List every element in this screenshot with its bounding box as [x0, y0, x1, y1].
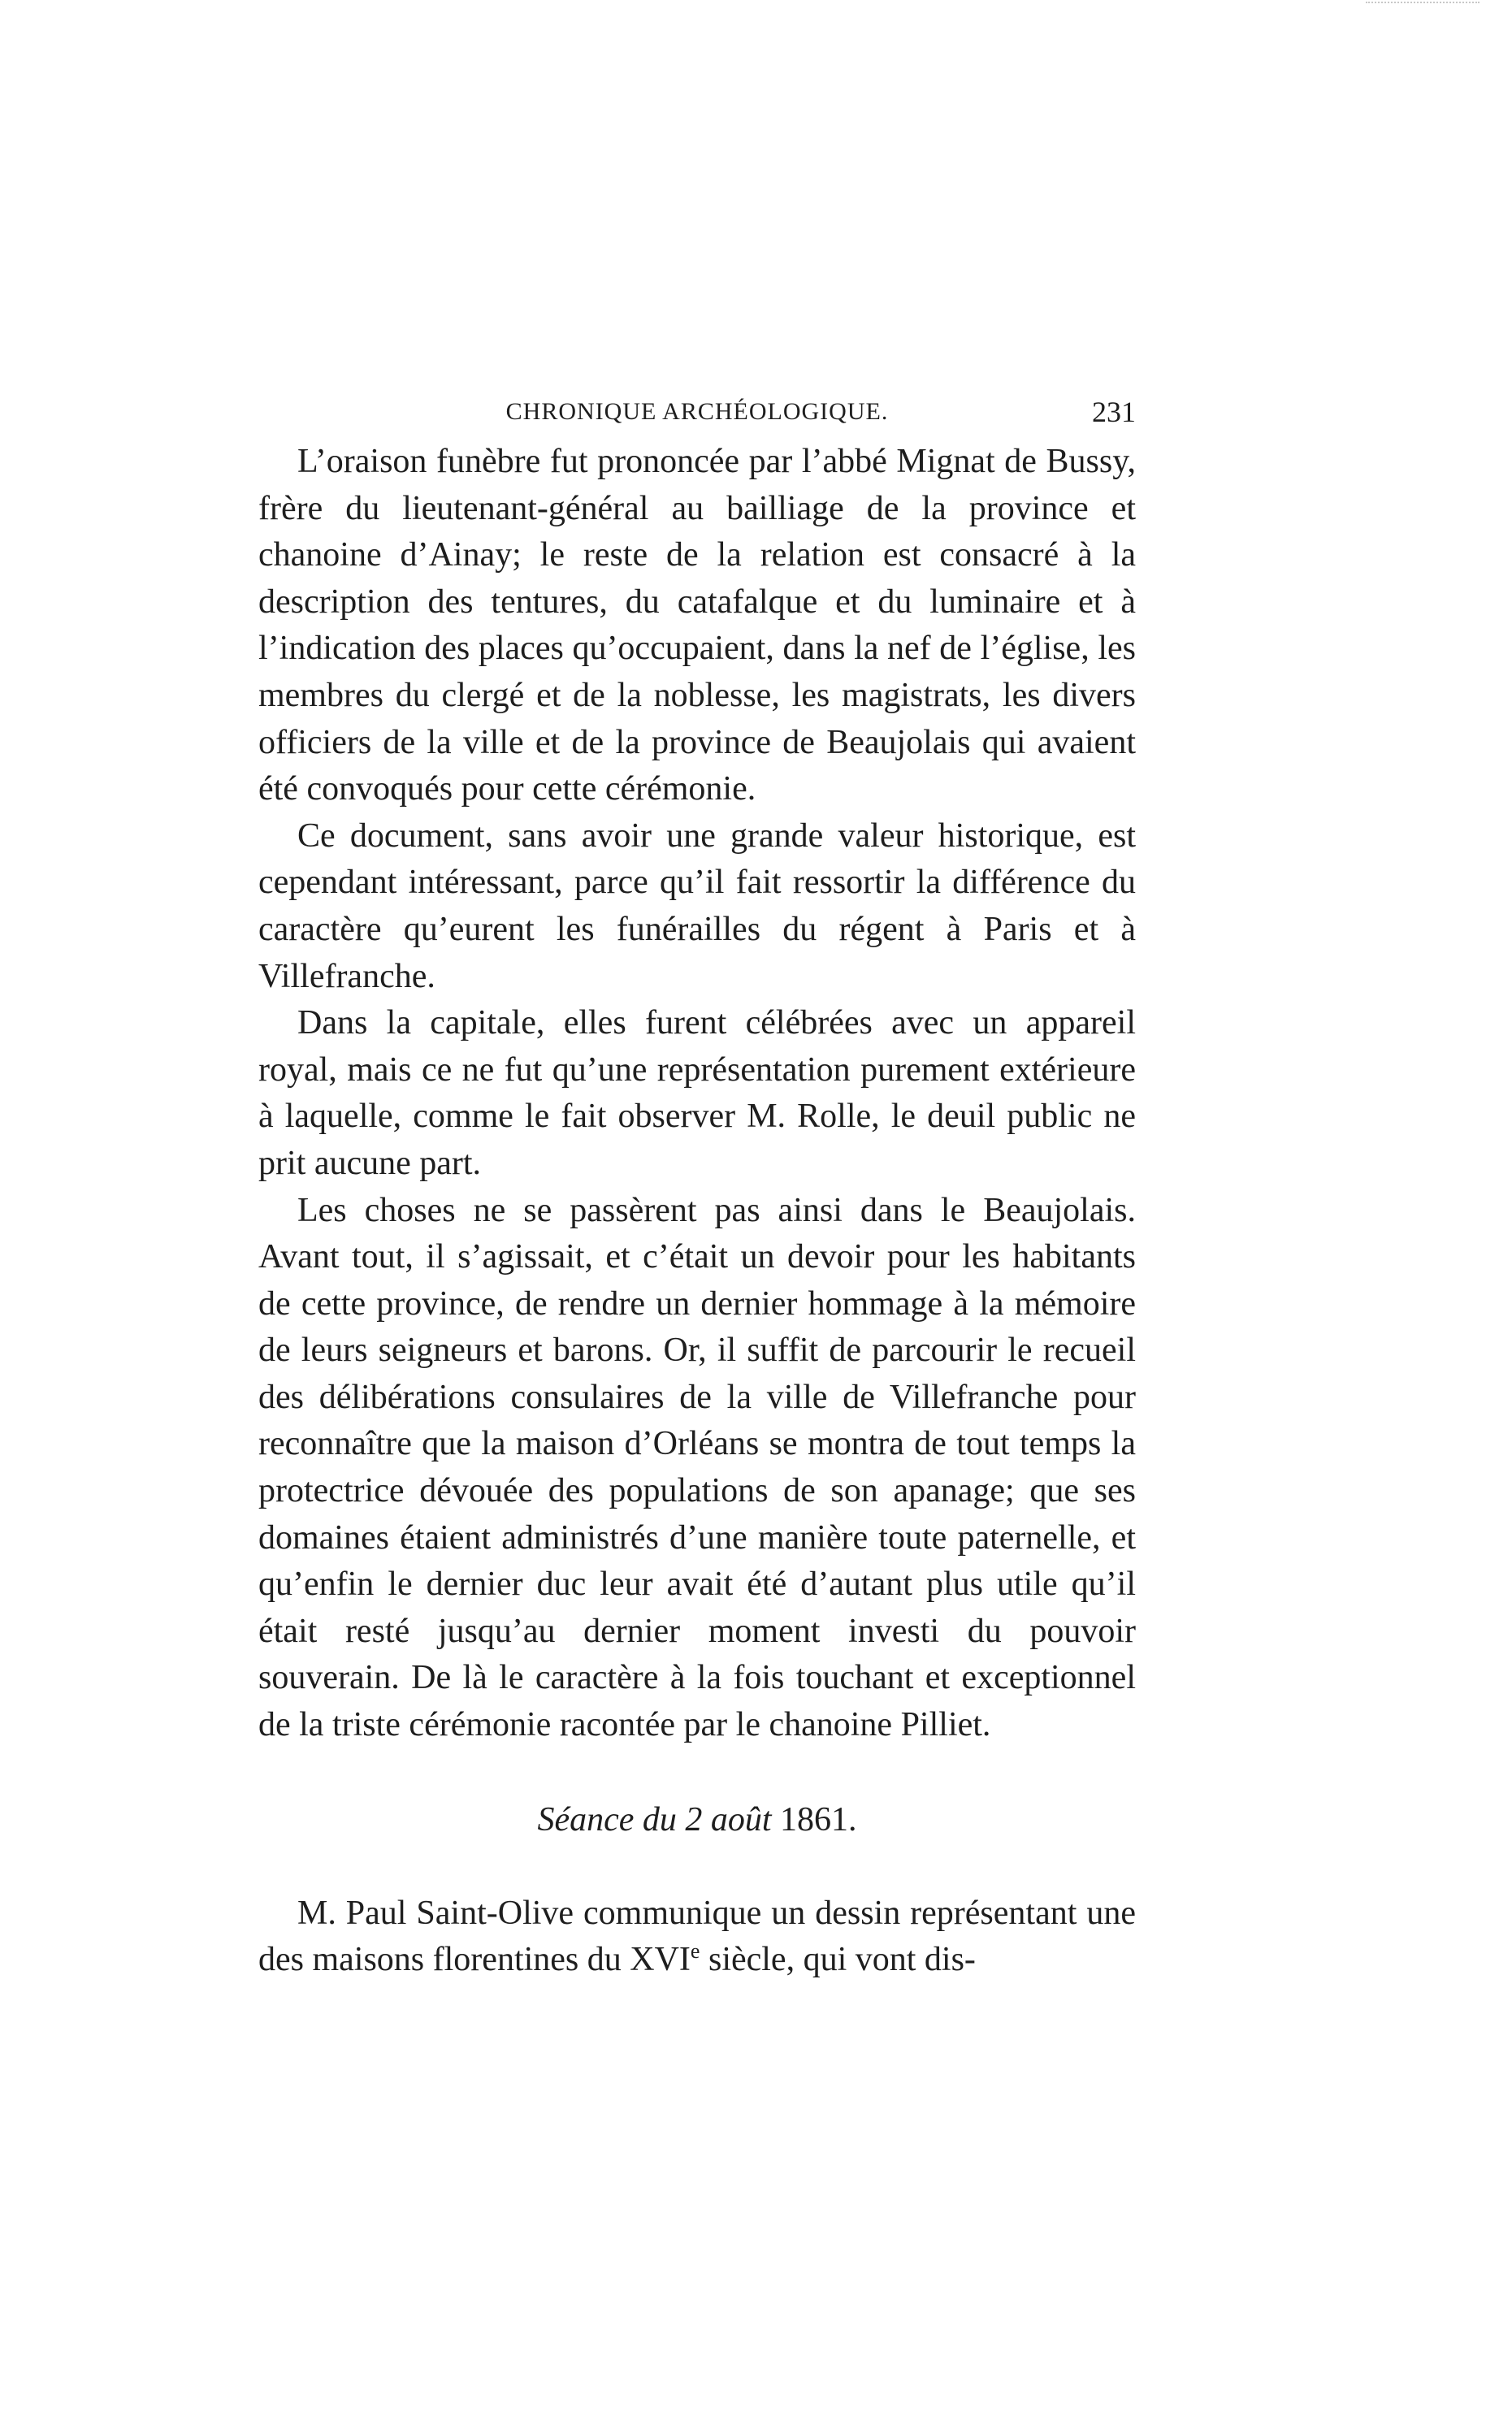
paragraph-saint-olive [258, 1890, 1136, 1984]
running-title: CHRONIQUE ARCHÉOLOGIQUE. [505, 398, 889, 425]
section-heading-text: Séance du 2 août [537, 1800, 772, 1838]
text-block [258, 390, 1136, 1984]
scan-edge-mark [1366, 2, 1480, 5]
paragraph-capitale: Dans la capitale, elles furent célébrées avec un appareil royal, mais ce ne fut qu’une représentation purement extérieure à laquelle, comme le fait observer M. Rolle, le deuil public ne prit aucune part. [258, 1004, 1136, 1182]
century-superscript: e [690, 1939, 700, 1964]
paragraph-document: Ce document, sans avoir une grande valeur historique, est cependant intéressant, parce qu’il fait ressortir la différence du caractère qu’eurent les funérailles du régent à Paris et à Villefranche. [258, 816, 1136, 995]
section-heading [258, 1796, 1136, 1843]
running-header [258, 390, 1136, 439]
paragraph-oraison: L’oraison funèbre fut prononcée par l’abbé Mignat de Bussy, frère du lieutenant-général au bailliage de la province et chanoine d’Ainay; le reste de la relation est consacré à la description des tentures, du catafalque et du luminaire et à l’indication des places qu’occupaient, dans la nef de l’église, les membres du clergé et de la noblesse, les magistrats, les divers officiers de la ville et de la province de Beaujolais qui avaient été convoqués pour cette cérémonie. [258, 443, 1136, 808]
paragraph-beaujolais: Les choses ne se passèrent pas ainsi dans le Beaujolais. Avant tout, il s’agissait, et c’était un devoir pour les habitants de cette province, de rendre un dernier hommage à la mémoire de leurs seigneurs et barons. Or, il suffit de parcourir le recueil des délibérations consulaires de la ville de Villefranche pour reconnaître que la maison d’Orléans se montra de tout temps la protectrice dévouée des populations de son apanage; que ses domaines étaient administrés d’une manière toute paternelle, et qu’enfin le dernier duc leur avait été d’autant plus utile qu’il était resté jusqu’au dernier moment investi du pouvoir souverain. De là le caractère à la fois touchant et exceptionnel de la triste cérémonie racontée par le chanoine Pilliet. [258, 1191, 1136, 1744]
paragraph-saint-olive-text: M. Paul Saint-Olive communique un dessin représentant une des maisons florentines du XVI [258, 1894, 1136, 1979]
page-number: 231 [1092, 396, 1136, 428]
paragraph-saint-olive-end: siècle, qui vont dis- [700, 1941, 976, 1979]
section-heading-year: 1861. [780, 1800, 857, 1838]
